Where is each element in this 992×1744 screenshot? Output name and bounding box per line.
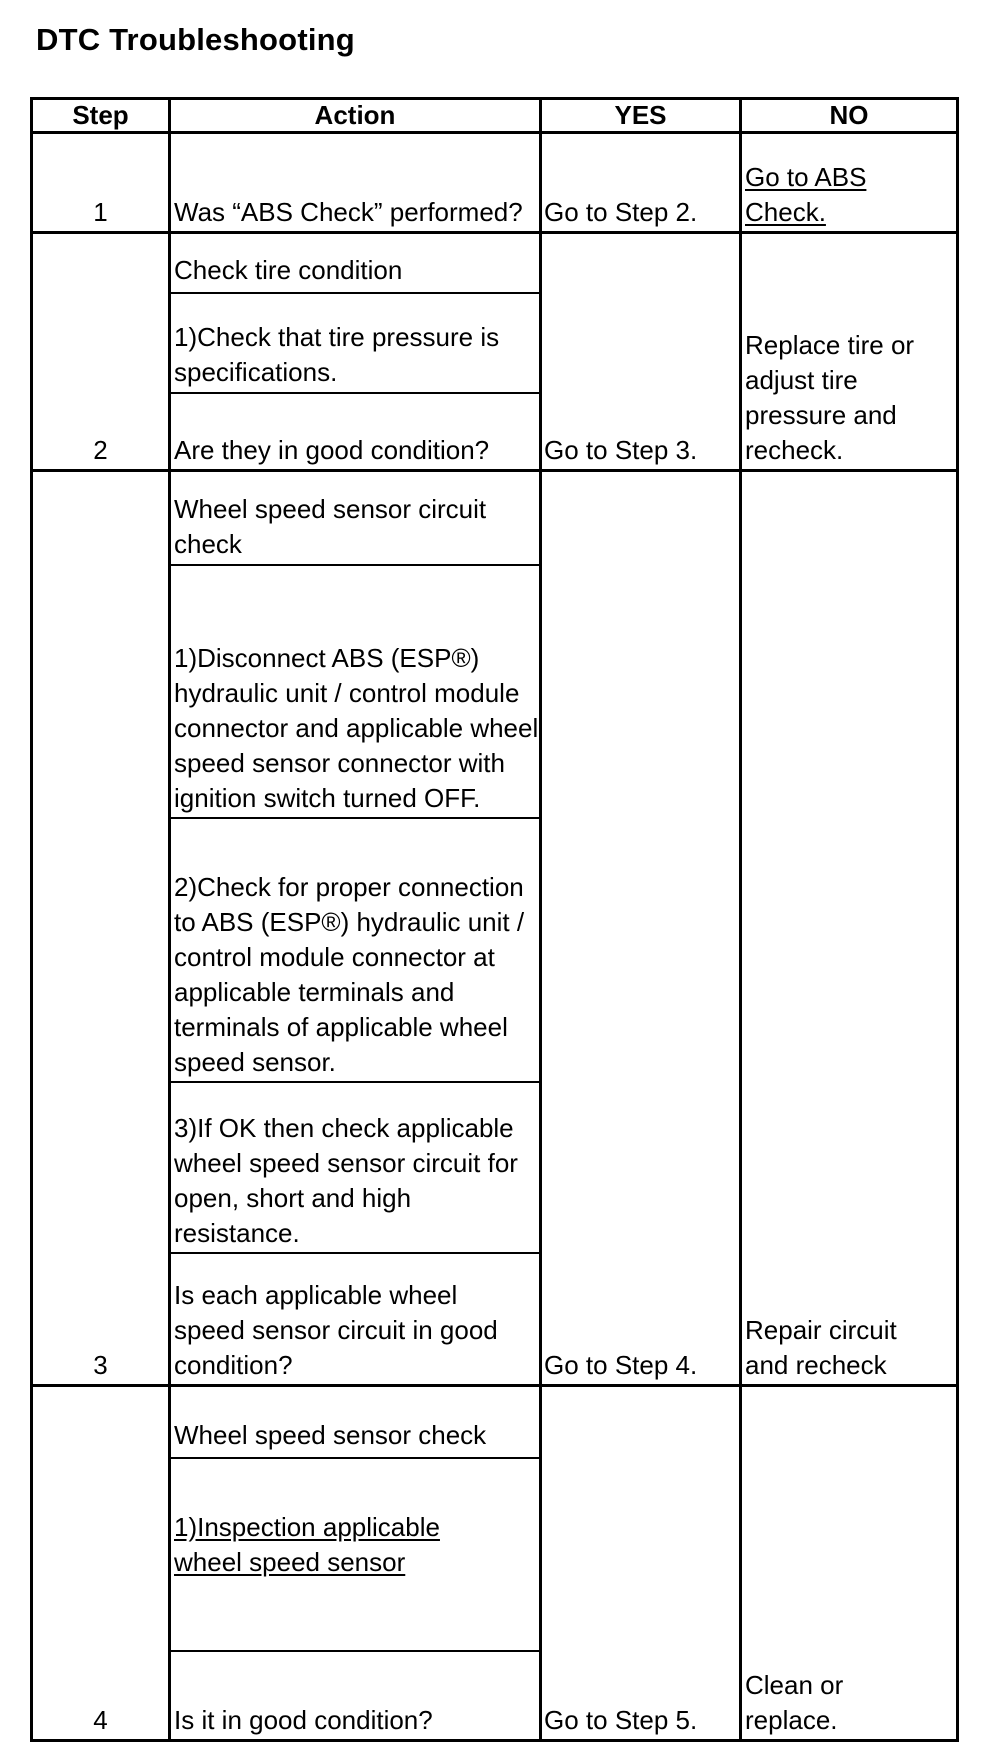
action-text: 2)Check for proper connection to ABS (ESP®) hydraulic unit / control module connector at applicable terminals and terminals of applicable wheel speed sensor. xyxy=(174,872,525,1077)
step-number: 1 xyxy=(93,197,108,227)
no-text: Replace tire or adjust tire pressure and recheck. xyxy=(745,330,915,465)
table-border-right xyxy=(956,97,959,1742)
no-text: Clean or replace. xyxy=(745,1670,844,1735)
yes-text: Go to Step 5. xyxy=(544,1705,698,1735)
header-no: NO xyxy=(829,100,869,130)
action-text: 1)Check that tire pressure is specifications. xyxy=(174,322,500,387)
header-step: Step xyxy=(72,100,129,130)
no-text: Repair circuit and recheck xyxy=(745,1315,897,1380)
action-text: 1)Disconnect ABS (ESP®) hydraulic unit / control module connector and applicable wheel speed sensor connector with ignition switch turned OFF. xyxy=(174,643,539,813)
action-text: Is each applicable wheel speed sensor circuit in good condition? xyxy=(174,1280,498,1380)
action-text: Check tire condition xyxy=(174,255,403,285)
yes-text: Go to Step 3. xyxy=(544,435,698,465)
col-divider-yes xyxy=(739,97,742,1742)
step-number: 2 xyxy=(93,435,108,465)
yes-text: Go to Step 4. xyxy=(544,1350,698,1380)
step-number: 3 xyxy=(93,1350,108,1380)
action-text: Are they in good condition? xyxy=(174,435,490,465)
action-text: Wheel speed sensor circuit check xyxy=(174,494,487,559)
action-text: Wheel speed sensor check xyxy=(174,1420,487,1450)
header-action: Action xyxy=(314,100,396,130)
action-text: 3)If OK then check applicable wheel speed sensor circuit for open, short and high resistance. xyxy=(174,1113,518,1248)
action-text: Was “ABS Check” performed? xyxy=(174,197,523,227)
go-to-abs-check-link[interactable]: Go to ABS Check. xyxy=(745,162,867,227)
troubleshooting-table xyxy=(30,97,959,1742)
inspection-link[interactable]: 1)Inspection applicable wheel speed sensor xyxy=(174,1511,440,1577)
yes-text: Go to Step 2. xyxy=(544,197,698,227)
step-number: 4 xyxy=(93,1705,108,1735)
page-title: DTC Troubleshooting xyxy=(36,22,355,57)
col-divider-step xyxy=(168,97,171,1742)
header-yes: YES xyxy=(614,100,667,130)
action-text: Is it in good condition? xyxy=(174,1705,433,1735)
